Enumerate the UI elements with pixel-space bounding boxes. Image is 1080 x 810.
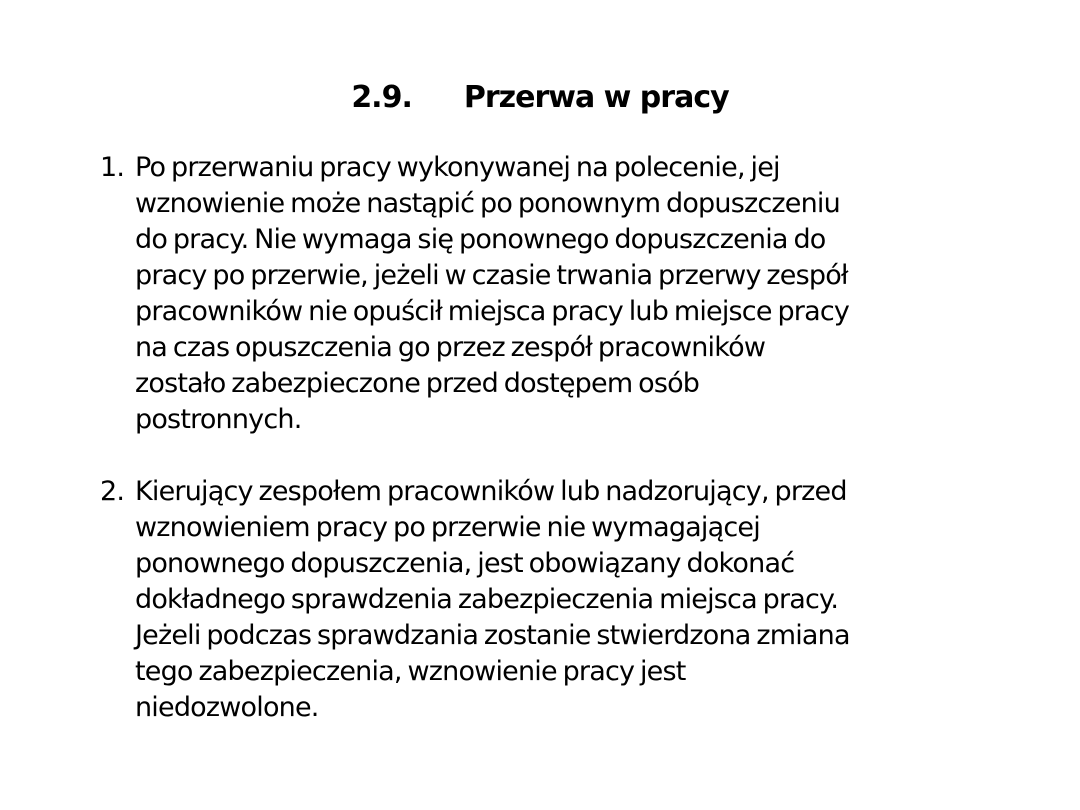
- text-line: wznowieniem pracy po przerwie nie wymagającej: [135, 512, 760, 543]
- text-line: Jeżeli podczas sprawdzania zostanie stwierdzona zmiana: [135, 620, 850, 651]
- text-line: pracowników nie opuścił miejsca pracy lub miejsce pracy: [135, 296, 850, 327]
- text-line: Po przerwaniu pracy wykonywanej na polecenie, jej: [135, 152, 780, 183]
- text-line: wznowienie może nastąpić po ponownym dopuszczeniu: [135, 188, 840, 219]
- list-item-text: [135, 150, 980, 438]
- text-line: pracy po przerwie, jeżeli w czasie trwania przerwy zespół: [135, 260, 848, 291]
- text-line: postronnych.: [135, 404, 302, 435]
- text-line: ponownego dopuszczenia, jest obowiązany dokonać: [135, 548, 795, 579]
- text-line: Kierujący zespołem pracowników lub nadzorujący, przed: [135, 476, 847, 507]
- text-line: do pracy. Nie wymaga się ponownego dopuszczenia do: [135, 224, 826, 255]
- text-line: niedozwolone.: [135, 692, 319, 723]
- slide-title: [0, 80, 1080, 115]
- section-number: 2.9.: [351, 80, 412, 115]
- list-item: [100, 150, 980, 438]
- list-item-text: [135, 474, 980, 726]
- numbered-list: [100, 150, 980, 726]
- list-item: [100, 474, 980, 726]
- section-title: Przerwa w pracy: [463, 80, 729, 115]
- list-item-number: 2.: [100, 476, 125, 507]
- text-line: na czas opuszczenia go przez zespół pracowników: [135, 332, 766, 363]
- text-line: dokładnego sprawdzenia zabezpieczenia miejsca pracy.: [135, 584, 839, 615]
- text-line: tego zabezpieczenia, wznowienie pracy jest: [135, 656, 686, 687]
- list-item-number: 1.: [100, 152, 125, 183]
- text-line: zostało zabezpieczone przed dostępem osób: [135, 368, 700, 399]
